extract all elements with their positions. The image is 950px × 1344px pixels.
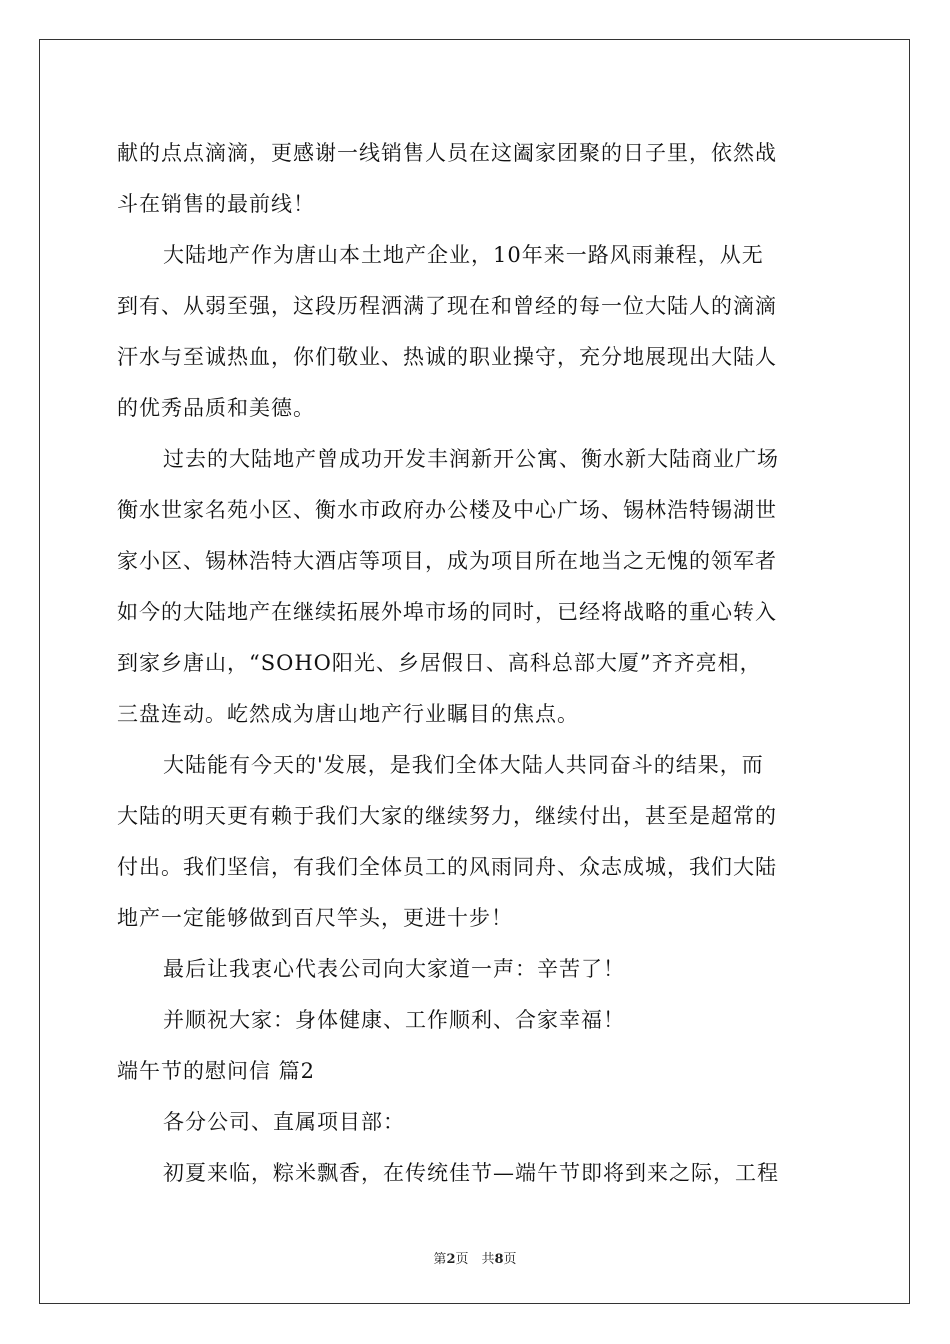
text-line: 到家乡唐山，“SOHO阳光、乡居假日、高科总部大厦”齐齐亮相，	[117, 651, 762, 675]
footer-total-pages: 8	[494, 1252, 504, 1267]
text-line: 的优秀品质和美德。	[117, 396, 315, 420]
text-line: 到有、从弱至强，这段历程洒满了现在和曾经的每一位大陆人的滴滴	[117, 294, 777, 318]
text-line: 大陆的明天更有赖于我们大家的继续努力，继续付出，甚至是超常的	[117, 804, 777, 828]
footer-prefix: 第	[433, 1252, 447, 1267]
text-line: 家小区、锡林浩特大酒店等项目，成为项目所在地当之无愧的领军者	[117, 549, 777, 573]
text-line: 付出。我们坚信，有我们全体员工的风雨同舟、众志成城，我们大陆	[117, 855, 777, 879]
text-line: 初夏来临，粽米飘香，在传统佳节—端午节即将到来之际，工程	[163, 1161, 779, 1185]
footer-page-number: 2	[446, 1252, 456, 1267]
document-body	[117, 128, 837, 1199]
text-line: 大陆能有今天的'发展，是我们全体大陆人共同奋斗的结果，而	[163, 753, 764, 777]
text-line: 过去的大陆地产曾成功开发丰润新开公寓、衡水新大陆商业广场	[163, 447, 779, 471]
text-line: 最后让我衷心代表公司向大家道一声：辛苦了！	[163, 957, 625, 981]
text-line: 献的点点滴滴，更感谢一线销售人员在这阖家团聚的日子里，依然战	[117, 141, 777, 165]
text-line: 各分公司、直属项目部：	[163, 1110, 405, 1134]
footer-mid: 页 共	[455, 1252, 495, 1267]
section-heading: 端午节的慰问信 篇2	[117, 1059, 316, 1083]
text-line: 大陆地产作为唐山本土地产企业，10年来一路风雨兼程，从无	[163, 243, 764, 267]
footer-suffix: 页	[503, 1252, 517, 1267]
text-line: 地产一定能够做到百尺竿头，更进十步！	[117, 906, 513, 930]
text-line: 斗在销售的最前线！	[117, 192, 315, 216]
text-line: 如今的大陆地产在继续拓展外埠市场的同时，已经将战略的重心转入	[117, 600, 777, 624]
text-line: 衡水世家名苑小区、衡水市政府办公楼及中心广场、锡林浩特锡湖世	[117, 498, 777, 522]
text-line: 三盘连动。屹然成为唐山地产行业瞩目的焦点。	[117, 702, 579, 726]
text-line: 并顺祝大家：身体健康、工作顺利、合家幸福！	[163, 1008, 625, 1032]
page-footer	[0, 1248, 950, 1267]
text-line: 汗水与至诚热血，你们敬业、热诚的职业操守，充分地展现出大陆人	[117, 345, 777, 369]
